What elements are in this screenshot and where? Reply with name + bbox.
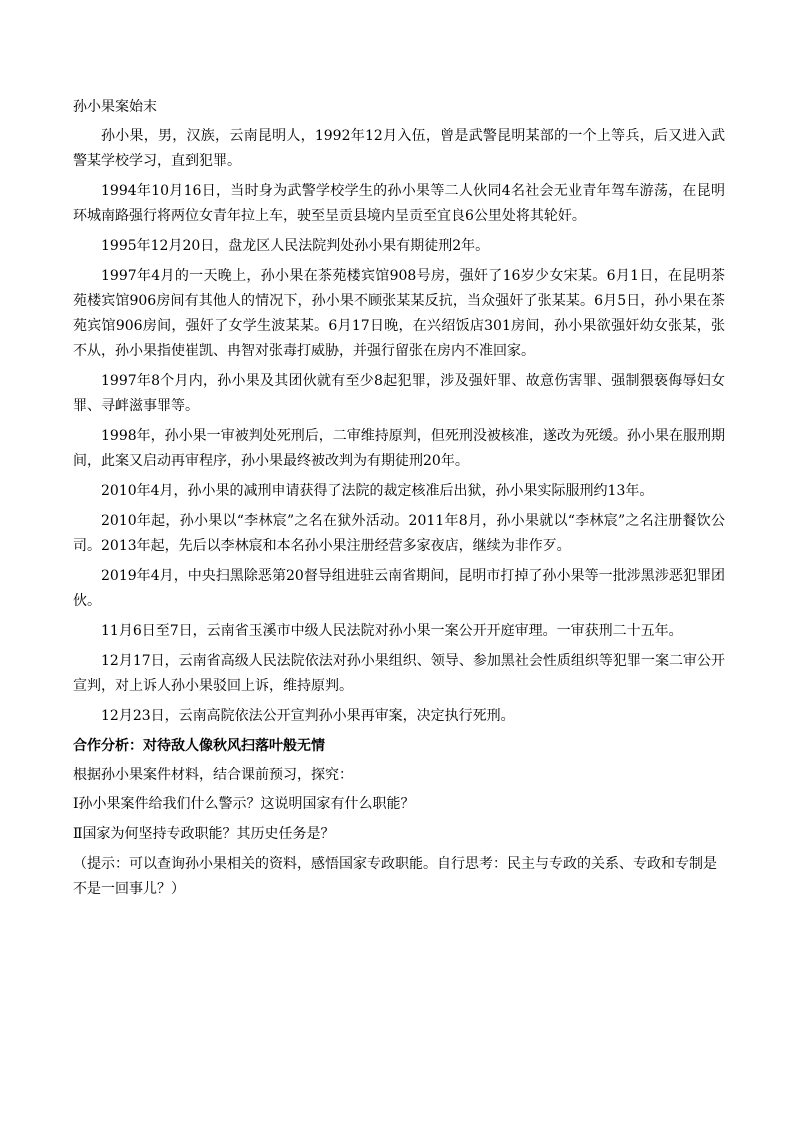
paragraph-1997-april: 1997年4月的一天晚上，孙小果在茶苑楼宾馆908号房，强奸了16岁少女宋某。6月1日，在昆明茶苑楼宾馆906房间有其他人的情况下，孙小果不顾张某某反抗，当众强奸了张某某。6月5日，孙小果在茶苑宾馆906房间，强奸了女学生波某某。6月17日晚，在兴绍饭店301房间，孙小果欲强奸幼女张某，张不从，孙小果指使崔凯、冉智对张毒打威胁，并强行留张在房内不准回家。	[73, 268, 725, 359]
paragraph-retrial: 12月23日，云南高院依法公开宣判孙小果再审案，决定执行死刑。	[101, 708, 515, 724]
instruction-text: 根据孙小果案件材料，结合课前预习，探究：	[73, 767, 353, 783]
paragraph-second-trial: 12月17日，云南省高级人民法院依法对孙小果组织、领导、参加黑社会性质组织等犯罪一案二审公开宣判，对上诉人孙小果驳回上诉，维持原判。	[73, 653, 725, 694]
question-2: Ⅱ国家为何坚持专政职能？其历史任务是？	[73, 826, 335, 842]
paragraph-2010-release: 2010年4月，孙小果的减刑申请获得了法院的裁定核准后出狱，孙小果实际服刑约13年。	[101, 483, 654, 499]
analysis-heading: 合作分析：对待敌人像秋风扫落叶般无情	[73, 738, 325, 754]
paragraph-1998: 1998年，孙小果一审被判处死刑后，二审维持原判，但死刑没被核准，遂改为死缓。孙小果在服刑期间，此案又启动再审程序，孙小果最终被改判为有期徒刑20年。	[73, 428, 725, 469]
paragraph-1997-summary: 1997年8个月内，孙小果及其团伙就有至少8起犯罪，涉及强奸罪、故意伤害罪、强制猥亵侮辱妇女罪、寻衅滋事罪等。	[73, 373, 725, 414]
paragraph-intro: 孙小果，男，汉族，云南昆明人，1992年12月入伍，曾是武警昆明某部的一个上等兵，后又进入武警某学校学习，直到犯罪。	[73, 128, 725, 169]
hint-text: （提示：可以查询孙小果相关的资料，感悟国家专政职能。自行思考：民主与专政的关系、专政和专制是不是一回事儿？）	[73, 856, 717, 897]
paragraph-1995: 1995年12月20日，盘龙区人民法院判处孙小果有期徒刑2年。	[101, 238, 490, 254]
question-1: Ⅰ孙小果案件给我们什么警示？这说明国家有什么职能？	[73, 796, 415, 812]
document-page	[73, 95, 725, 902]
paragraph-2019: 2019年4月，中央扫黑除恶第20督导组进驻云南省期间，昆明市打掉了孙小果等一批涉黑涉恶犯罪团伙。	[73, 568, 725, 609]
paragraph-2010-alias: 2010年起，孙小果以“李林宸”之名在狱外活动。2011年8月，孙小果就以“李林宸”之名注册餐饮公司。2013年起，先后以李林宸和本名孙小果注册经营多家夜店，继续为非作歹。	[73, 513, 725, 554]
paragraph-1994: 1994年10月16日，当时身为武警学校学生的孙小果等二人伙同4名社会无业青年驾车游荡，在昆明环城南路强行将两位女青年拉上车，驶至呈贡县境内呈贡至宜良6公里处将其轮奸。	[73, 183, 725, 224]
document-title: 孙小果案始末	[73, 99, 157, 115]
paragraph-first-trial: 11月6日至7日，云南省玉溪市中级人民法院对孙小果一案公开开庭审理。一审获刑二十五年。	[101, 623, 683, 639]
